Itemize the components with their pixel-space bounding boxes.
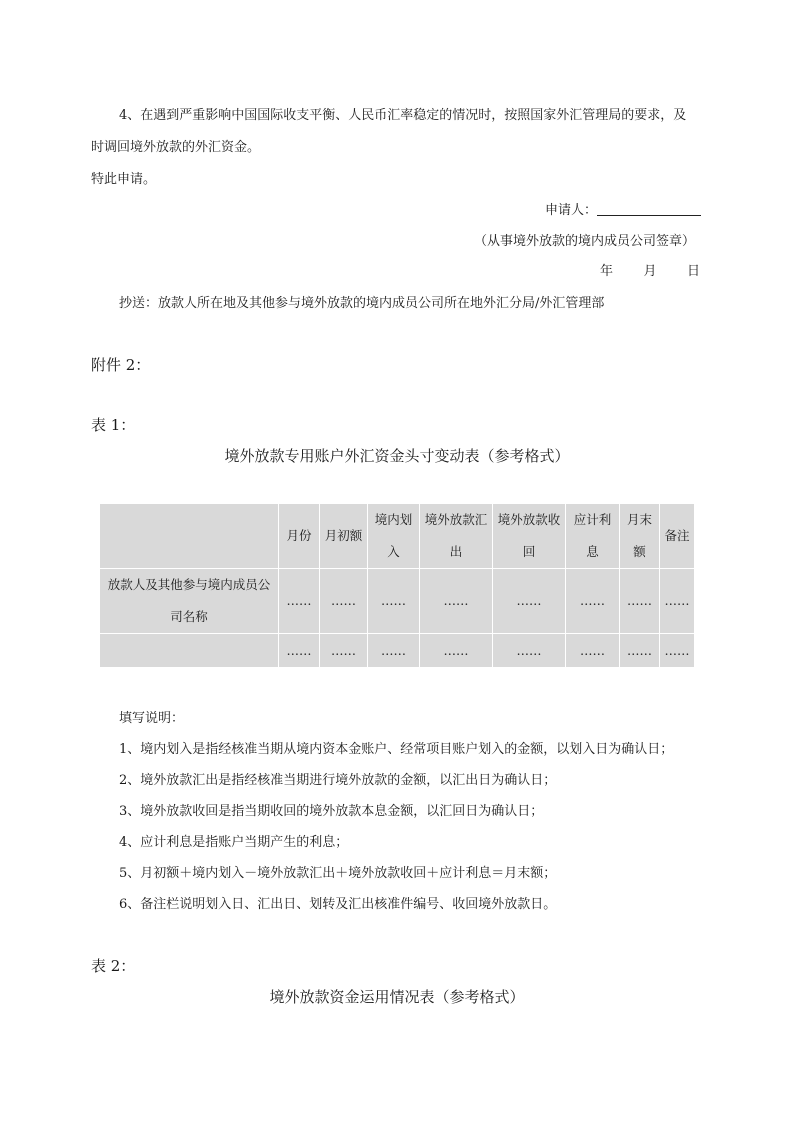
instruction-item: 2、境外放款汇出是指经核准当期进行境外放款的金额，以汇出日为确认日； [119,773,557,788]
table1-corner-cell [100,503,279,569]
header-interest-line2: 息 [586,544,599,559]
cell-placeholder: …… [493,634,566,668]
table1-label: 表 1： [91,416,136,434]
date-day: 日 [686,264,700,279]
closing-text: 特此申请。 [91,172,157,187]
date-year: 年 [600,264,614,279]
row-label-line1: 放款人及其他参与境内成员公 [107,577,271,592]
cell-placeholder: …… [566,569,620,634]
header-closing-line1: 月末 [626,512,652,527]
row-label-line2: 司名称 [170,609,208,624]
instruction-item: 5、月初额＋境内划入－境外放款汇出＋境外放款收回＋应计利息＝月末额； [119,866,557,881]
cell-placeholder: …… [660,634,695,668]
cell-placeholder: …… [420,634,493,668]
header-closing-line2: 额 [633,544,646,559]
cell-placeholder: …… [368,634,420,668]
row-label-lender [100,569,279,634]
header-remarks: 备注 [660,503,695,569]
cell-placeholder: …… [368,569,420,634]
table2-label: 表 2： [91,957,136,975]
date-line [600,260,700,279]
table2-title: 境外放款资金运用情况表（参考格式） [269,988,525,1006]
instruction-item: 4、应计利息是指账户当期产生的利息； [119,835,349,850]
applicant-label: 申请人： [545,203,598,218]
item-4-line-2: 时调回境外放款的外汇资金。 [91,140,261,155]
attachment-label: 附件 2： [91,356,151,374]
cell-placeholder: …… [320,634,368,668]
header-month: 月份 [279,503,320,569]
header-domestic-transfer-line1: 境内划 [374,512,413,527]
applicant-signature-blank [597,203,701,216]
instruction-item: 6、备注栏说明划入日、汇出日、划转及汇出核准件编号、收回境外放款日。 [119,897,557,912]
row-label-empty [100,634,279,668]
header-domestic-transfer-line2: 入 [387,544,400,559]
applicant-note: （从事境外放款的境内成员公司签章） [474,234,696,249]
header-domestic-transfer [368,503,420,569]
date-month: 月 [643,264,657,279]
header-recovery-line1: 境外放款收 [497,512,561,527]
cell-placeholder: …… [493,569,566,634]
header-interest [566,503,620,569]
header-opening: 月初额 [320,503,368,569]
cell-placeholder: …… [620,569,660,634]
header-outward-remit-line1: 境外放款汇 [424,512,488,527]
table1-grid [99,502,695,668]
cc-line: 抄送：放款人所在地及其他参与境外放款的境内成员公司所在地外汇分局/外汇管理部 [119,296,605,311]
applicant-line [545,199,701,218]
header-closing [620,503,660,569]
instructions-heading: 填写说明： [119,711,185,726]
cell-placeholder: …… [566,634,620,668]
cell-placeholder: …… [620,634,660,668]
cell-placeholder: …… [320,569,368,634]
header-interest-line1: 应计利 [573,512,612,527]
instruction-item: 3、境外放款收回是指当期收回的境外放款本息金额，以汇回日为确认日； [119,804,544,819]
header-recovery-line2: 回 [522,544,536,559]
cell-placeholder: …… [279,569,320,634]
header-outward-remit [420,503,493,569]
header-recovery [493,503,566,569]
cell-placeholder: …… [420,569,493,634]
table1-title: 境外放款专用账户外汇资金头寸变动表（参考格式） [224,447,570,465]
header-outward-remit-line2: 出 [449,544,463,559]
cell-placeholder: …… [279,634,320,668]
item-4-line-1: 4、在遇到严重影响中国国际收支平衡、人民币汇率稳定的情况时，按照国家外汇管理局的要求，及 [119,108,687,123]
cell-placeholder: …… [660,569,695,634]
instruction-item: 1、境内划入是指经核准当期从境内资本金账户、经常项目账户划入的金额，以划入日为确认日； [119,742,674,757]
